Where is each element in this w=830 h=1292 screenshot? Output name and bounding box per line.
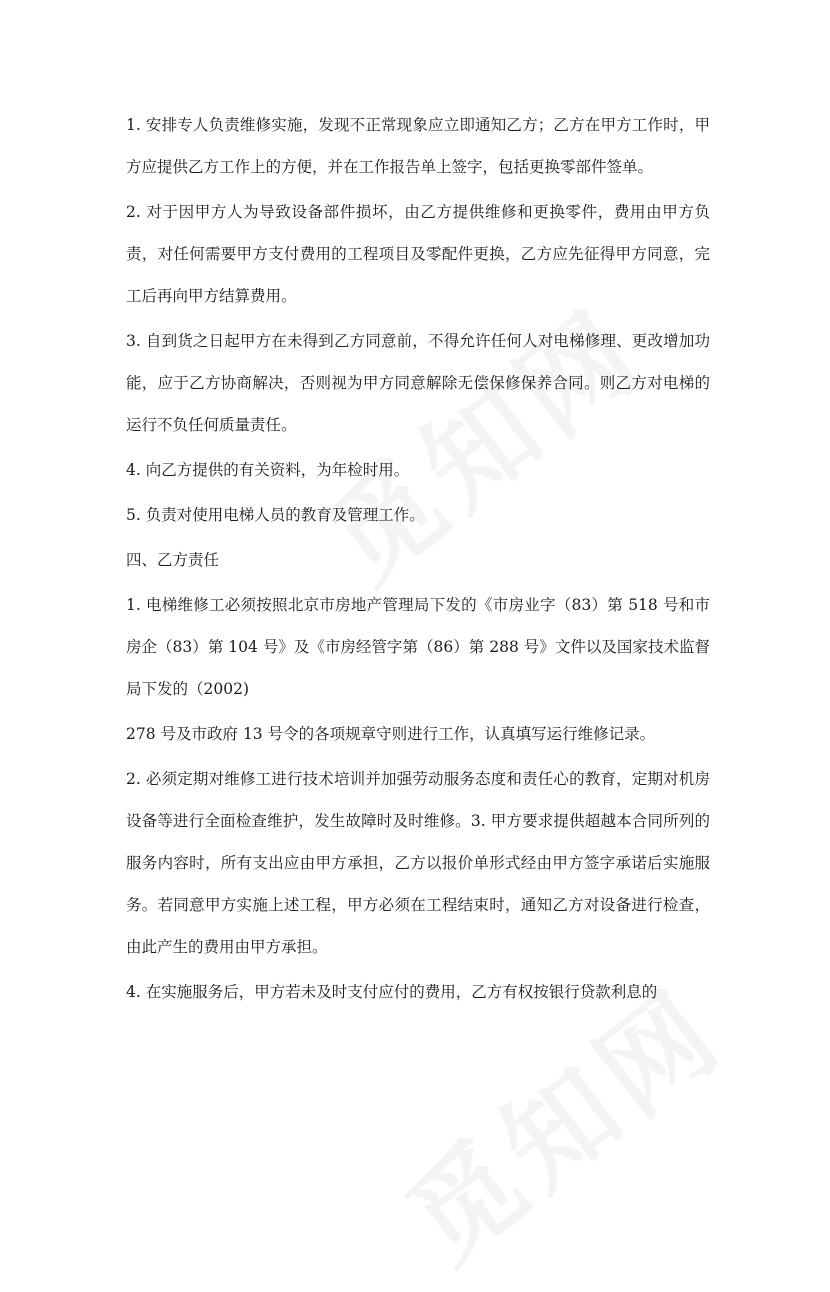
paragraph-contractor-duty-1: 1. 电梯维修工必须按照北京市房地产管理局下发的《市房业字（83）第 518 号和市房企（83）第 104 号》及《市房经管字第（86）第 288 号》文件以及国家技术监督局下发的（2002)	[126, 596, 710, 698]
section-heading-contractor-duties: 四、乙方责任	[126, 551, 220, 569]
paragraph-contractor-duty-2-3: 2. 必须定期对维修工进行技术培训并加强劳动服务态度和责任心的教育，定期对机房设备等进行全面检查维护，发生故障时及时维修。3. 甲方要求提供超越本合同所列的服务内容时，所有支出应由甲方承担，乙方以报价单形式经由甲方签字承诺后实施服务。若同意甲方实施上述工程，甲方必须在工程结束时，通知乙方对设备进行检查，由此产生的费用由甲方承担。	[126, 770, 710, 956]
paragraph-owner-duty-3: 3. 自到货之日起甲方在未得到乙方同意前，不得允许任何人对电梯修理、更改增加功能，应于乙方协商解决，否则视为甲方同意解除无偿保修保养合同。则乙方对电梯的运行不负任何质量责任。	[126, 332, 710, 434]
paragraph-owner-duty-5: 5. 负责对使用电梯人员的教育及管理工作。	[126, 506, 425, 524]
paragraph-contractor-duty-1-cont: 278 号及市政府 13 号令的各项规章守则进行工作，认真填写运行维修记录。	[126, 725, 656, 743]
paragraph-contractor-duty-4: 4. 在实施服务后，甲方若未及时支付应付的费用，乙方有权按银行贷款利息的	[126, 983, 658, 1001]
document-body	[126, 104, 710, 1016]
paragraph-owner-duty-2: 2. 对于因甲方人为导致设备部件损坏，由乙方提供维修和更换零件，费用由甲方负责，对任何需要甲方支付费用的工程项目及零配件更换，乙方应先征得甲方同意，完工后再向甲方结算费用。	[126, 203, 710, 305]
paragraph-owner-duty-1: 1. 安排专人负责维修实施，发现不正常现象应立即通知乙方；乙方在甲方工作时，甲方应提供乙方工作上的方便，并在工作报告单上签字，包括更换零部件签单。	[126, 116, 710, 176]
paragraph-owner-duty-4: 4. 向乙方提供的有关资料，为年检时用。	[126, 461, 410, 479]
